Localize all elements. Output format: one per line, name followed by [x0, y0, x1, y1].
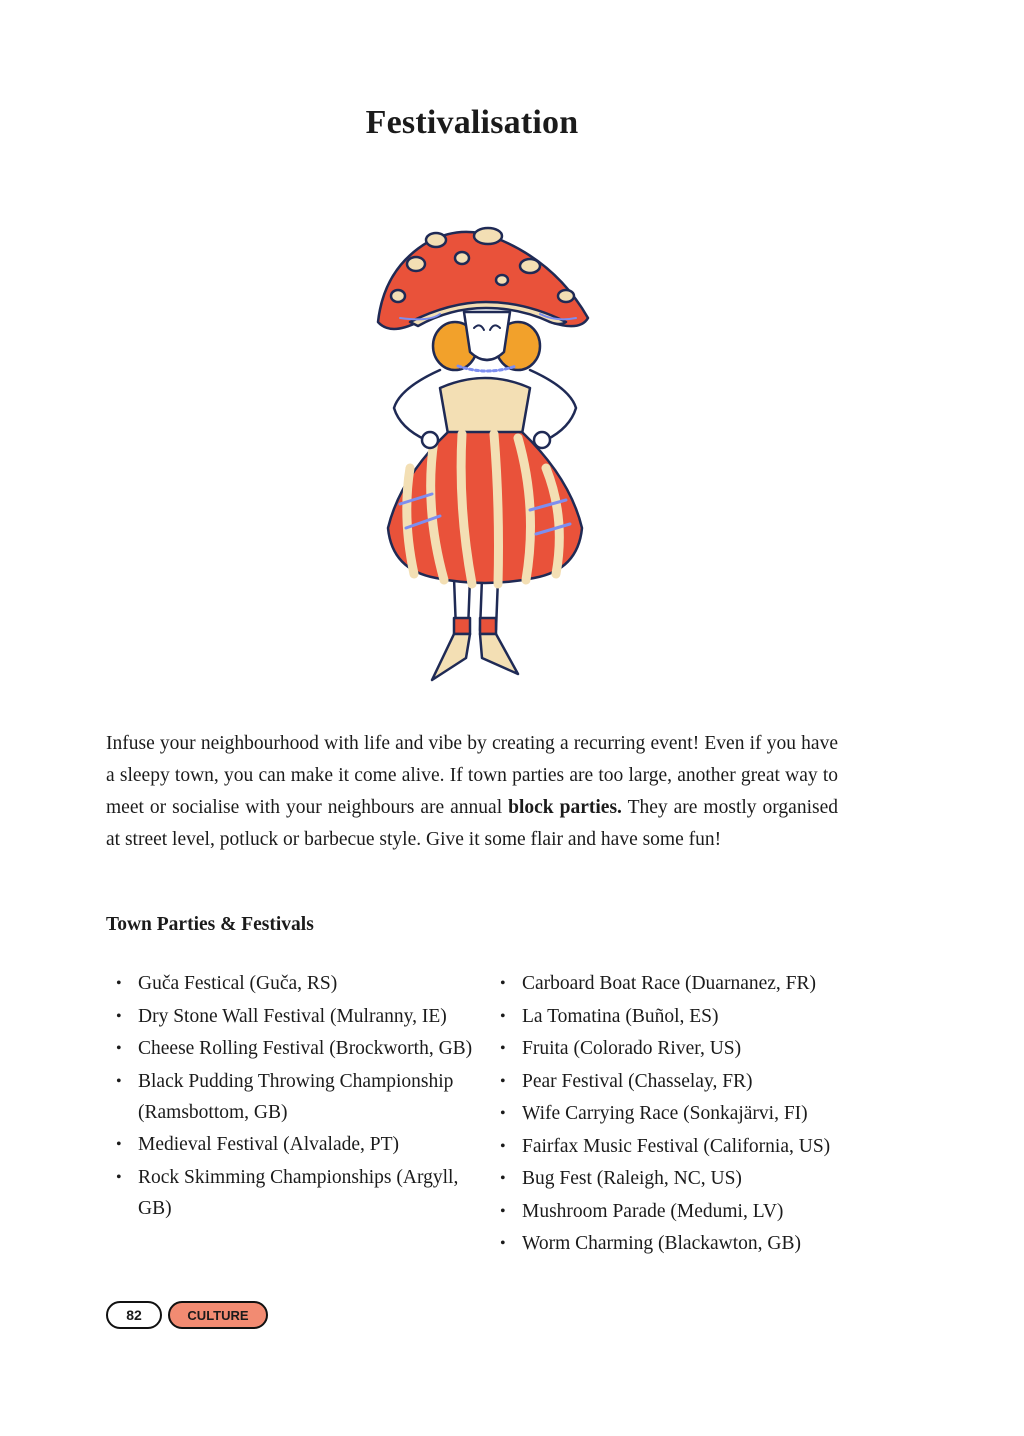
list-item: • Cheese Rolling Festival (Brockworth, GB) [116, 1033, 476, 1064]
list-item: • Bug Fest (Raleigh, NC, US) [500, 1163, 860, 1194]
intro-bold-text: block parties. [508, 797, 622, 818]
list-item: • Fruita (Colorado River, US) [500, 1033, 860, 1064]
list-item: • Mushroom Parade (Medumi, LV) [500, 1196, 860, 1227]
intro-text: Infuse your neighbourhood with life and vibe by creating a recurring event! Even if you have a sleepy town, you can make it come alive. If town parties are too large, another great way to meet or socialise with your neighbours are annual [106, 733, 838, 818]
list-item: • Guča Festical (Guča, RS) [116, 968, 476, 999]
list-item: • La Tomatina (Buñol, ES) [500, 1001, 860, 1032]
intro-text-end: They are mostly organised at street level, potluck or barbecue style. Give it some flair and have some fun! [106, 797, 838, 850]
page-footer [106, 1301, 268, 1329]
list-item: • Rock Skimming Championships (Argyll, GB) [116, 1162, 476, 1224]
section-tag: CULTURE [168, 1301, 268, 1329]
page-number: 82 [106, 1301, 162, 1329]
list-item: • Dry Stone Wall Festival (Mulranny, IE) [116, 1001, 476, 1032]
list-item: • Black Pudding Throwing Championship (Ramsbottom, GB) [116, 1066, 476, 1128]
list-item: • Fairfax Music Festival (California, US) [500, 1131, 860, 1162]
list-item: • Carboard Boat Race (Duarnanez, FR) [500, 968, 860, 999]
page-title: Festivalisation [365, 104, 579, 141]
list-item: • Medieval Festival (Alvalade, PT) [116, 1129, 476, 1160]
section-heading: Town Parties & Festivals [106, 914, 314, 935]
mushroom-girl-illustration [370, 218, 600, 690]
festival-list-right [500, 968, 860, 1261]
festival-list-left [116, 968, 476, 1225]
intro-paragraph [106, 728, 838, 856]
list-item: • Worm Charming (Blackawton, GB) [500, 1228, 860, 1259]
list-item: • Wife Carrying Race (Sonkajärvi, FI) [500, 1098, 860, 1129]
list-item: • Pear Festival (Chasselay, FR) [500, 1066, 860, 1097]
